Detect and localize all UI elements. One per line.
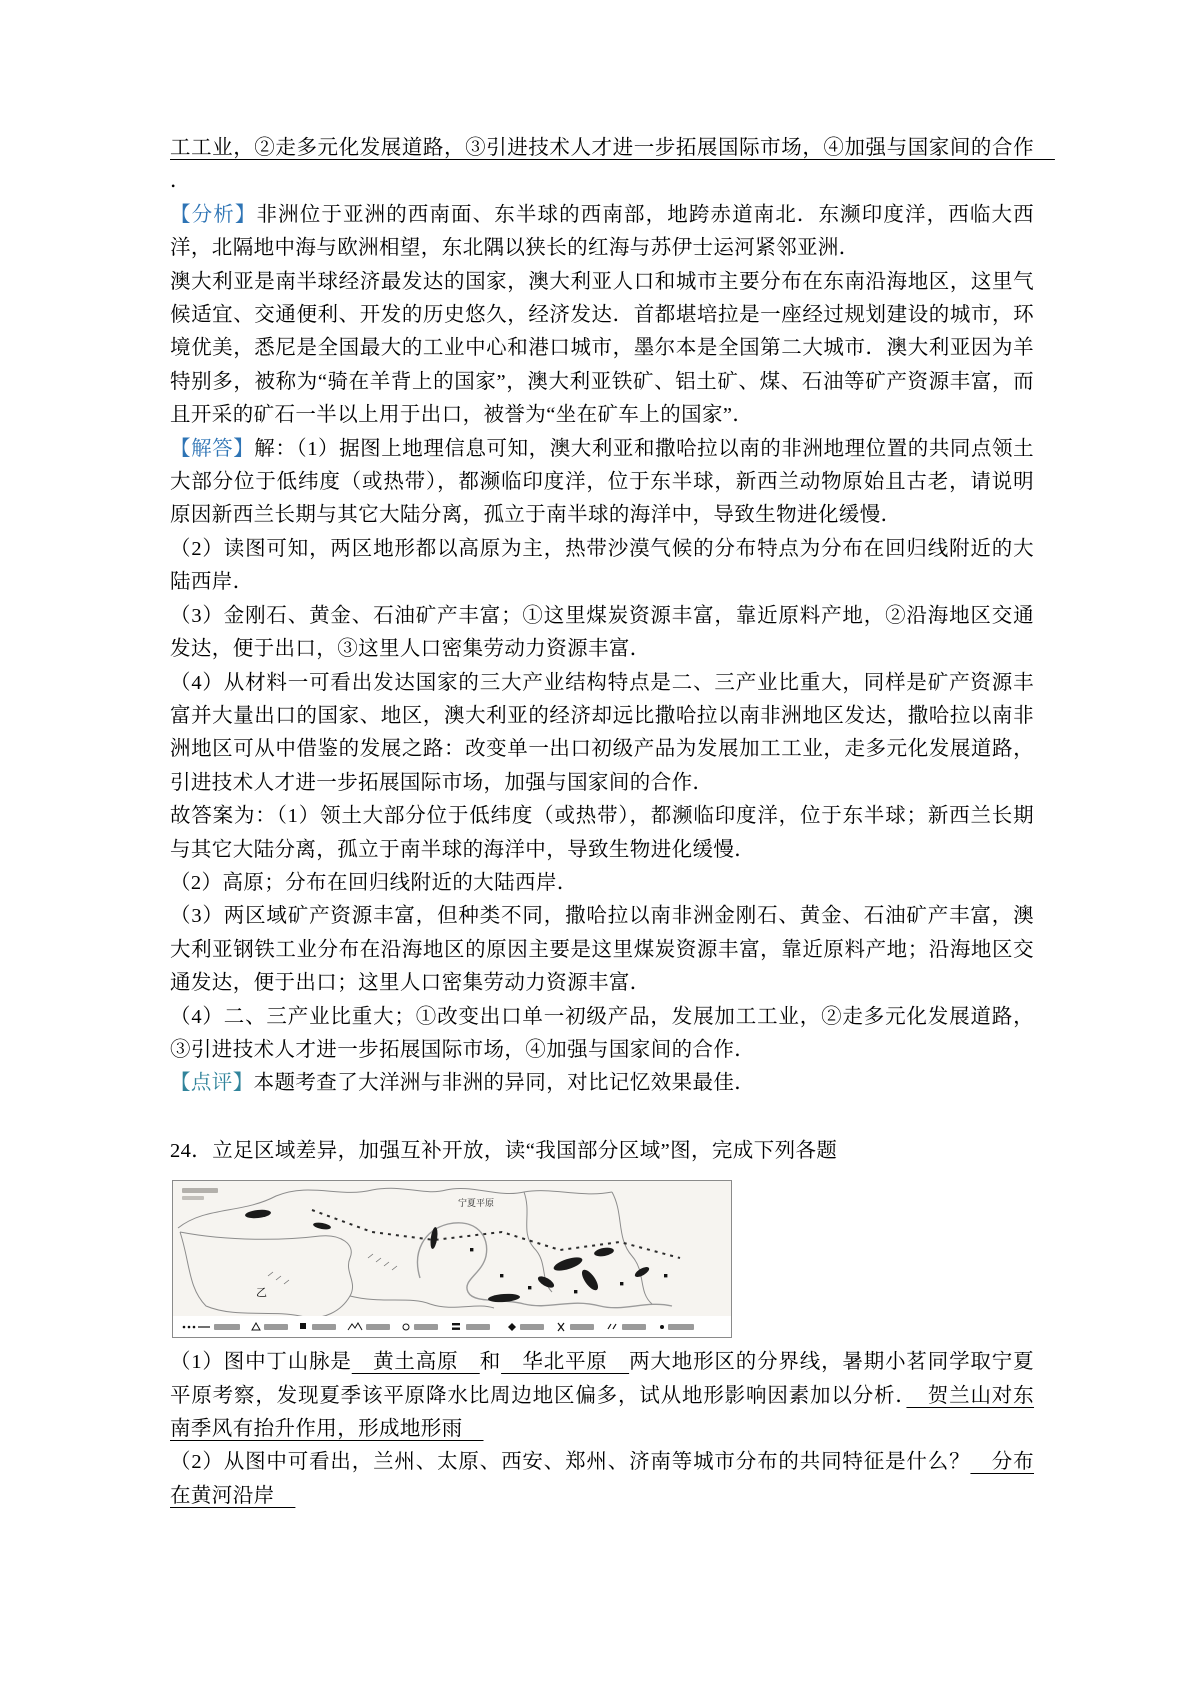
section-label-answer: 【解答】: [170, 437, 255, 460]
solution-paragraph-4: [170, 667, 1034, 801]
text-run: （1）图中丁山脉是: [170, 1351, 352, 1374]
final-answer-paragraph-2: [170, 867, 1034, 900]
text-run: 两大地形区的分界线，暑期小茗同学取宁夏平原考察，发现夏季该平原降水比周边地区偏多，试从地形影响因素加以分析．: [170, 1351, 1034, 1407]
question-24-stem: [170, 1135, 1034, 1168]
comment-paragraph: [170, 1067, 1034, 1100]
final-answer-paragraph-1: [170, 800, 1034, 867]
map-legend: [173, 1316, 731, 1337]
answer-continuation: [170, 132, 1055, 199]
text-run: （2）读图可知，两区地形都以高原为主，热带沙漠气候的分布特点为分布在回归线附近的大陆西岸．: [170, 537, 1034, 594]
text-run: （3）两区域矿产资源丰富，但种类不同，撒哈拉以南非洲金刚石、黄金、石油矿产丰富，澳大利亚钢铁工业分布在沿海地区的原因主要是这里煤炭资源丰富，靠近原料产地；沿海地区交通发达，便于出口；这里人口密集劳动力资源丰富．: [170, 905, 1034, 995]
analysis-paragraph-2: [170, 266, 1034, 433]
document-body: [170, 132, 1055, 1513]
section-label-analysis: 【分析】: [170, 203, 257, 226]
section-label-comment: 【点评】: [170, 1072, 254, 1095]
text-run: （4）从材料一可看出发达国家的三大产业结构特点是二、三产业比重大，同样是矿产资源丰富并大量出口的国家、地区，澳大利亚的经济却远比撒哈拉以南非洲地区发达，撒哈拉以南非洲地区可从中借鉴的发展之路：改变单一出口初级产品为发展加工工业，走多元化发展道路，引进技术人才进一步拓展国际市场，加强与国家间的合作．: [170, 671, 1034, 794]
underlined-answer: 贺兰山对东南季风有抬升作用，形成地形雨: [170, 1384, 1035, 1440]
final-answer-paragraph-3: [170, 900, 1034, 1000]
solution-paragraph-1: [170, 433, 1034, 533]
text-run: （4）二、三产业比重大；①改变出口单一初级产品，发展加工工业，②走多元化发展道路，③引进技术人才进一步拓展国际市场，④加强与国家间的合作．: [170, 1005, 1034, 1061]
region-map-image: [172, 1180, 732, 1338]
text-run: 解：（1）据图上地理信息可知，澳大利亚和撒哈拉以南的非洲地理位置的共同点领土大部分位于低纬度（或热带），都濒临印度洋，位于东半球，新西兰动物原始且古老，请说明原因新西兰长期与其它大陆分离，孤立于南半球的海洋中，导致生物进化缓慢．: [170, 437, 1034, 527]
underlined-answer: 黄土高原: [351, 1351, 480, 1374]
text-run: 澳大利亚是南半球经济最发达的国家，澳大利亚人口和城市主要分布在东南沿海地区，这里气候适宜、交通便利、开发的历史悠久，经济发达．首都堪培拉是一座经过规划建设的城市，环境优美，悉尼是全国最大的工业中心和港口城市，墨尔本是全国第二大城市．澳大利亚因为羊特别多，被称为“骑在羊背上的国家”，澳大利亚铁矿、铝土矿、煤、石油等矿产资源丰富，而且开采的矿石一半以上用于出口，被誉为“坐在矿车上的国家”．: [170, 270, 1034, 427]
underlined-answer: 分布在黄河沿岸: [170, 1451, 1035, 1507]
map-label-ningxia-plain: 宁夏平原: [458, 1198, 495, 1209]
solution-paragraph-3: [170, 600, 1034, 667]
underlined-answer: 工工业，②走多元化发展道路，③引进技术人才进一步拓展国际市场，④加强与国家间的合作: [170, 137, 1055, 159]
text-run: （3）金刚石、黄金、石油矿产丰富；①这里煤炭资源丰富，靠近原料产地，②沿海地区交通发达，便于出口，③这里人口密集劳动力资源丰富．: [170, 604, 1034, 661]
text-run: 非洲位于亚洲的西南面、东半球的西南部，地跨赤道南北．东濒印度洋，西临大西洋，北隔地中海与欧洲相望，东北隅以狭长的红海与苏伊士运河紧邻亚洲．: [170, 203, 1034, 260]
final-answer-paragraph-4: [170, 1001, 1034, 1068]
map-figure: [172, 1180, 1034, 1338]
analysis-paragraph: [170, 199, 1034, 266]
map-label-yi: 乙: [256, 1287, 267, 1300]
underlined-answer: 华北平原: [501, 1351, 630, 1374]
text-run: 故答案为：（1）领土大部分位于低纬度（或热带），都濒临印度洋，位于东半球；新西兰长期与其它大陆分离，孤立于南半球的海洋中，导致生物进化缓慢．: [170, 805, 1034, 861]
text-run: （2）从图中可看出，兰州、太原、西安、郑州、济南等城市分布的共同特征是什么？: [170, 1451, 971, 1474]
text-run: ．: [170, 170, 191, 193]
text-run: （2）高原；分布在回归线附近的大陆西岸．: [170, 871, 578, 894]
solution-paragraph-2: [170, 533, 1034, 600]
question-24-part-2: [170, 1446, 1034, 1513]
question-24-part-1: [170, 1346, 1034, 1446]
text-run: 和: [479, 1351, 502, 1374]
text-run: 本题考查了大洋洲与非洲的异同，对比记忆效果最佳．: [253, 1072, 756, 1095]
text-run: 24．立足区域差异，加强互补开放，读“我国部分区域”图，完成下列各题: [170, 1139, 838, 1162]
